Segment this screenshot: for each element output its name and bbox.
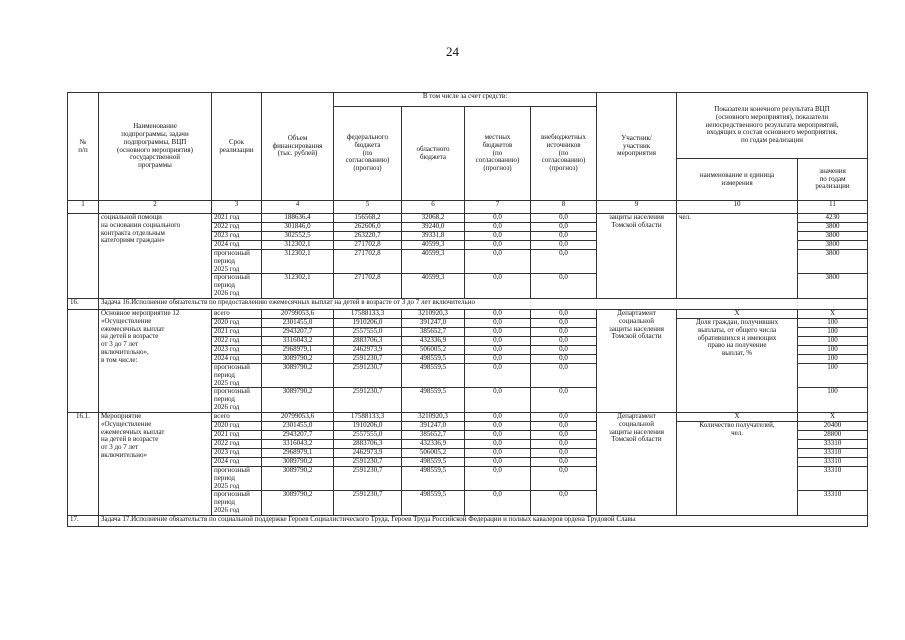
- row-value: 20400: [798, 421, 868, 430]
- row-term: прогнозный период 2026 год: [212, 388, 262, 412]
- task-row: [68, 515, 868, 526]
- row-value: 3800: [798, 241, 868, 250]
- row-term: всего: [212, 309, 262, 318]
- row-federal: 2591230,7: [334, 491, 402, 515]
- row-volume: 2968979,1: [262, 448, 334, 457]
- row-term: 2021 год: [212, 430, 262, 439]
- row-term: 2021 год: [212, 327, 262, 336]
- row-local: 0,0: [465, 457, 531, 466]
- row-local: 0,0: [465, 327, 531, 336]
- col-number: 2: [99, 201, 212, 214]
- col-number: 8: [531, 201, 597, 214]
- row-federal: 2591230,7: [334, 388, 402, 412]
- header-local: местных бюджетов (по согласованию) (прогноз): [465, 107, 531, 201]
- row-extra: 0,0: [531, 448, 597, 457]
- row-name: социальной помощи на основании социального контракта отдельным категориям граждан»: [99, 214, 212, 299]
- row-participant: защиты населения Томской области: [597, 214, 677, 299]
- row-value: 33310: [798, 491, 868, 515]
- row-local: 0,0: [465, 439, 531, 448]
- row-extra: 0,0: [531, 250, 597, 274]
- row-local: 0,0: [465, 250, 531, 274]
- row-regional: 385652,7: [402, 430, 465, 439]
- row-local: 0,0: [465, 466, 531, 490]
- task-row: [68, 298, 868, 309]
- row-regional: 385652,7: [402, 327, 465, 336]
- row-value: 3800: [798, 250, 868, 274]
- row-value: 33310: [798, 457, 868, 466]
- row-name: Мероприятие «Осуществление ежемесячных выплат на детей в возрасте от 3 до 7 лет включительно»: [99, 412, 212, 515]
- row-federal: 262606,0: [334, 223, 402, 232]
- row-local: 0,0: [465, 214, 531, 223]
- col-number: 9: [597, 201, 677, 214]
- row-term: 2022 год: [212, 223, 262, 232]
- col-number: 7: [465, 201, 531, 214]
- row-name: Основное мероприятие 12 «Осуществление ежемесячных выплат на детей в возрасте от 3 до 7 лет включительно», в том числе:: [99, 309, 212, 412]
- row-federal: 2883706,3: [334, 439, 402, 448]
- table-row: [68, 412, 868, 421]
- row-extra: 0,0: [531, 345, 597, 354]
- row-volume: 2943207,7: [262, 327, 334, 336]
- row-local: 0,0: [465, 388, 531, 412]
- row-volume: 3089790,2: [262, 354, 334, 363]
- row-volume: 3089790,2: [262, 388, 334, 412]
- row-extra: 0,0: [531, 491, 597, 515]
- row-term: прогнозный период 2026 год: [212, 491, 262, 515]
- row-extra: 0,0: [531, 466, 597, 490]
- header-volume: Объем финансирования (тыс. рублей): [262, 93, 334, 201]
- row-federal: 17588133,3: [334, 309, 402, 318]
- row-term: прогнозный период 2025 год: [212, 250, 262, 274]
- row-federal: 1910206,0: [334, 318, 402, 327]
- row-local: 0,0: [465, 421, 531, 430]
- row-federal: 263220,7: [334, 232, 402, 241]
- col-number: 3: [212, 201, 262, 214]
- row-term: прогнозный период 2025 год: [212, 466, 262, 490]
- row-federal: 2591230,7: [334, 363, 402, 387]
- row-number: 16.1.: [68, 412, 99, 515]
- row-federal: 271702,8: [334, 250, 402, 274]
- row-federal: 1910206,0: [334, 421, 402, 430]
- row-value: 28800: [798, 430, 868, 439]
- row-extra: 0,0: [531, 223, 597, 232]
- task-number: 16.: [68, 298, 99, 309]
- row-value: 3800: [798, 274, 868, 298]
- row-value: 33310: [798, 448, 868, 457]
- row-regional: 432336,9: [402, 336, 465, 345]
- row-local: 0,0: [465, 274, 531, 298]
- row-local: 0,0: [465, 223, 531, 232]
- row-volume: 3316043,2: [262, 439, 334, 448]
- row-indicator-x: Х: [677, 309, 798, 318]
- row-volume: 3089790,2: [262, 457, 334, 466]
- row-value: Х: [798, 412, 868, 421]
- col-number: 1: [68, 201, 99, 214]
- row-value: 33310: [798, 466, 868, 490]
- row-local: 0,0: [465, 318, 531, 327]
- row-term: 2023 год: [212, 232, 262, 241]
- row-indicator: Количество получателей, чел.: [677, 421, 798, 515]
- row-local: 0,0: [465, 241, 531, 250]
- col-number: 5: [334, 201, 402, 214]
- row-federal: 156568,2: [334, 214, 402, 223]
- row-regional: 3210920,3: [402, 412, 465, 421]
- row-regional: 39331,8: [402, 232, 465, 241]
- table-row: [68, 309, 868, 318]
- row-regional: 3210920,3: [402, 309, 465, 318]
- row-regional: 498559,5: [402, 363, 465, 387]
- row-value: 100: [798, 354, 868, 363]
- row-federal: 2557555,0: [334, 327, 402, 336]
- header-extra: внебюджетных источников (по согласованию) (прогноз): [531, 107, 597, 201]
- row-term: 2020 год: [212, 318, 262, 327]
- header-sources-group: В том числе за счет средств:: [334, 93, 597, 107]
- col-number: 4: [262, 201, 334, 214]
- row-volume: 20799053,6: [262, 412, 334, 421]
- row-extra: 0,0: [531, 354, 597, 363]
- row-federal: 17588133,3: [334, 412, 402, 421]
- row-regional: 40599,3: [402, 250, 465, 274]
- row-regional: 498559,5: [402, 388, 465, 412]
- row-extra: 0,0: [531, 412, 597, 421]
- row-value: 100: [798, 327, 868, 336]
- row-term: прогнозный период 2025 год: [212, 363, 262, 387]
- row-extra: 0,0: [531, 439, 597, 448]
- row-term: 2024 год: [212, 457, 262, 466]
- row-extra: 0,0: [531, 336, 597, 345]
- row-term: 2023 год: [212, 448, 262, 457]
- row-number: [68, 309, 99, 412]
- header-no: № п/п: [68, 93, 99, 201]
- row-regional: 391247,0: [402, 421, 465, 430]
- row-regional: 40599,3: [402, 241, 465, 250]
- row-regional: 506005,2: [402, 345, 465, 354]
- row-local: 0,0: [465, 309, 531, 318]
- row-local: 0,0: [465, 232, 531, 241]
- row-number: [68, 214, 99, 299]
- header-indicators-group: Показатели конечного результата ВЦП (основного мероприятия), показатели непосредственного результата мероприятий, входящих в состав основного мероприятия, по годам реализации: [677, 93, 868, 159]
- row-local: 0,0: [465, 354, 531, 363]
- header-indicator-name: наименование и единица измерения: [677, 159, 798, 201]
- row-federal: 271702,8: [334, 274, 402, 298]
- col-number: 10: [677, 201, 798, 214]
- col-number: 11: [798, 201, 868, 214]
- row-indicator-x: Х: [677, 412, 798, 421]
- row-extra: 0,0: [531, 430, 597, 439]
- row-volume: 312302,1: [262, 274, 334, 298]
- row-term: 2021 год: [212, 214, 262, 223]
- header-term: Срок реализации: [212, 93, 262, 201]
- row-term: 2020 год: [212, 421, 262, 430]
- row-regional: 432336,9: [402, 439, 465, 448]
- row-regional: 498559,5: [402, 491, 465, 515]
- row-value: 100: [798, 345, 868, 354]
- row-term: 2024 год: [212, 241, 262, 250]
- row-volume: 2301455,0: [262, 318, 334, 327]
- row-term: 2023 год: [212, 345, 262, 354]
- row-value: 100: [798, 318, 868, 327]
- row-local: 0,0: [465, 430, 531, 439]
- row-volume: 301846,0: [262, 223, 334, 232]
- row-term: 2022 год: [212, 439, 262, 448]
- header-federal: федерального бюджета (по согласованию) (прогноз): [334, 107, 402, 201]
- row-volume: 2301455,0: [262, 421, 334, 430]
- header-regional: областного бюджета: [402, 107, 465, 201]
- row-federal: 2883706,3: [334, 336, 402, 345]
- row-extra: 0,0: [531, 318, 597, 327]
- financing-table: [67, 92, 868, 527]
- row-federal: 271702,8: [334, 241, 402, 250]
- row-regional: 498559,5: [402, 457, 465, 466]
- row-extra: 0,0: [531, 241, 597, 250]
- header-participant: Участник/ участник мероприятия: [597, 93, 677, 201]
- row-regional: 39240,0: [402, 223, 465, 232]
- row-local: 0,0: [465, 336, 531, 345]
- row-local: 0,0: [465, 363, 531, 387]
- row-volume: 188636,4: [262, 214, 334, 223]
- table-row: [68, 214, 868, 223]
- header-indicator-value: значения по годам реализации: [798, 159, 868, 201]
- row-extra: 0,0: [531, 274, 597, 298]
- row-value: 4230: [798, 214, 868, 223]
- row-volume: 20799053,6: [262, 309, 334, 318]
- row-value: Х: [798, 309, 868, 318]
- task-text: Задача 17.Исполнение обязательств по социальной поддержке Героев Социалистического Труда, Героев Труда Российской Федерации и полных кавалеров ордена Трудовой Славы: [99, 515, 868, 526]
- row-indicator: чел.: [677, 214, 798, 299]
- task-number: 17.: [68, 515, 99, 526]
- row-volume: 302552,5: [262, 232, 334, 241]
- row-federal: 2591230,7: [334, 466, 402, 490]
- row-value: 33310: [798, 439, 868, 448]
- row-local: 0,0: [465, 491, 531, 515]
- row-extra: 0,0: [531, 309, 597, 318]
- row-extra: 0,0: [531, 388, 597, 412]
- row-regional: 498559,5: [402, 466, 465, 490]
- row-value: 3800: [798, 232, 868, 241]
- row-extra: 0,0: [531, 232, 597, 241]
- row-volume: 312302,1: [262, 250, 334, 274]
- row-value: 100: [798, 363, 868, 387]
- row-volume: 3089790,2: [262, 466, 334, 490]
- row-extra: 0,0: [531, 327, 597, 336]
- row-local: 0,0: [465, 412, 531, 421]
- row-value: 100: [798, 336, 868, 345]
- row-participant: Департамент социальной защиты населения Томской области: [597, 309, 677, 412]
- page-number: 24: [446, 44, 459, 59]
- row-volume: 3089790,2: [262, 363, 334, 387]
- row-term: 2024 год: [212, 354, 262, 363]
- row-extra: 0,0: [531, 421, 597, 430]
- row-local: 0,0: [465, 345, 531, 354]
- row-regional: 498559,5: [402, 354, 465, 363]
- row-federal: 2462973,9: [334, 345, 402, 354]
- row-federal: 2462973,9: [334, 448, 402, 457]
- row-extra: 0,0: [531, 363, 597, 387]
- row-federal: 2591230,7: [334, 354, 402, 363]
- row-regional: 391247,0: [402, 318, 465, 327]
- row-volume: 312302,1: [262, 241, 334, 250]
- row-extra: 0,0: [531, 457, 597, 466]
- row-federal: 2557555,0: [334, 430, 402, 439]
- row-volume: 2943207,7: [262, 430, 334, 439]
- row-regional: 40599,3: [402, 274, 465, 298]
- row-term: прогнозный период 2026 год: [212, 274, 262, 298]
- row-volume: 3089790,2: [262, 491, 334, 515]
- row-regional: 506005,2: [402, 448, 465, 457]
- task-text: Задача 16.Исполнение обязательств по предоставлению ежемесячных выплат на детей в возрасте от 3 до 7 лет включительно: [99, 298, 868, 309]
- row-term: 2022 год: [212, 336, 262, 345]
- row-value: 3800: [798, 223, 868, 232]
- column-numbers-row: [68, 201, 868, 214]
- row-participant: Департамент социальной защиты населения Томской области: [597, 412, 677, 515]
- row-federal: 2591230,7: [334, 457, 402, 466]
- row-indicator: Доля граждан, получивших выплаты, от общего числа обратившихся и имеющих право на получение выплат, %: [677, 318, 798, 412]
- row-value: 100: [798, 388, 868, 412]
- row-extra: 0,0: [531, 214, 597, 223]
- row-term: всего: [212, 412, 262, 421]
- row-volume: 2968979,1: [262, 345, 334, 354]
- col-number: 6: [402, 201, 465, 214]
- row-local: 0,0: [465, 448, 531, 457]
- row-volume: 3316043,2: [262, 336, 334, 345]
- row-regional: 32068,2: [402, 214, 465, 223]
- header-name: Наименование подпрограммы, задачи подпрограммы, ВЦП (основного мероприятия) государственной программы: [99, 93, 212, 201]
